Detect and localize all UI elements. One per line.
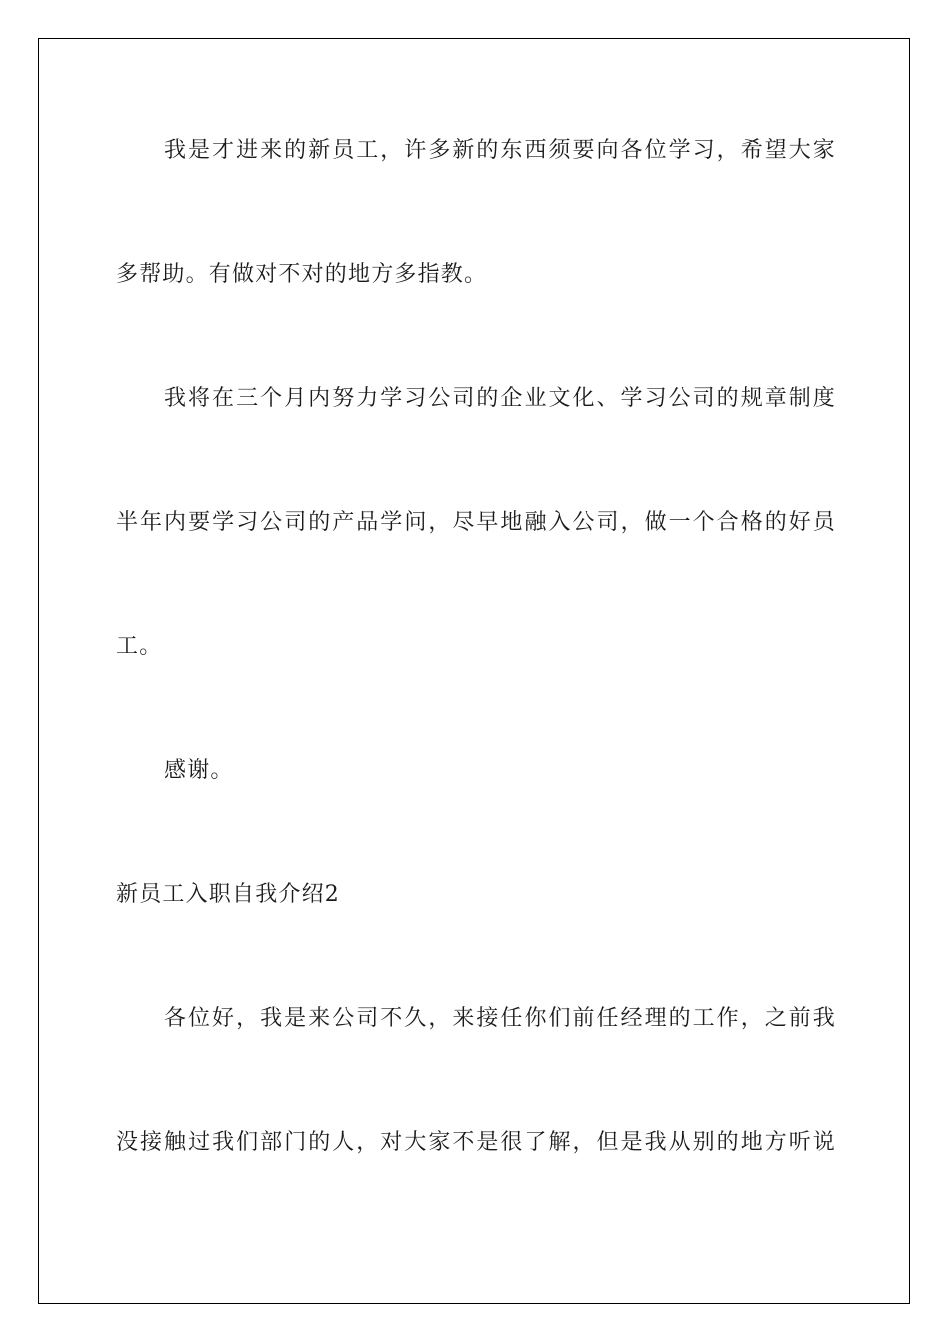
paragraph-line-8: 各位好，我是来公司不久，来接任你们前任经理的工作，之前我 [164,1006,836,1031]
section-heading: 新员工入职自我介绍2 [116,882,340,907]
paragraph-line-5: 工。 [116,634,163,659]
paragraph-line-3: 我将在三个月内努力学习公司的企业文化、学习公司的规章制度 [164,386,836,411]
paragraph-line-2: 多帮助。有做对不对的地方多指教。 [116,262,488,287]
paragraph-line-9: 没接触过我们部门的人，对大家不是很了解，但是我从别的地方听说 [116,1130,836,1155]
paragraph-line-1: 我是才进来的新员工，许多新的东西须要向各位学习，希望大家 [164,138,836,163]
paragraph-line-4: 半年内要学习公司的产品学问，尽早地融入公司，做一个合格的好员 [116,510,836,535]
page-frame [38,38,910,1304]
paragraph-line-6: 感谢。 [164,758,234,783]
